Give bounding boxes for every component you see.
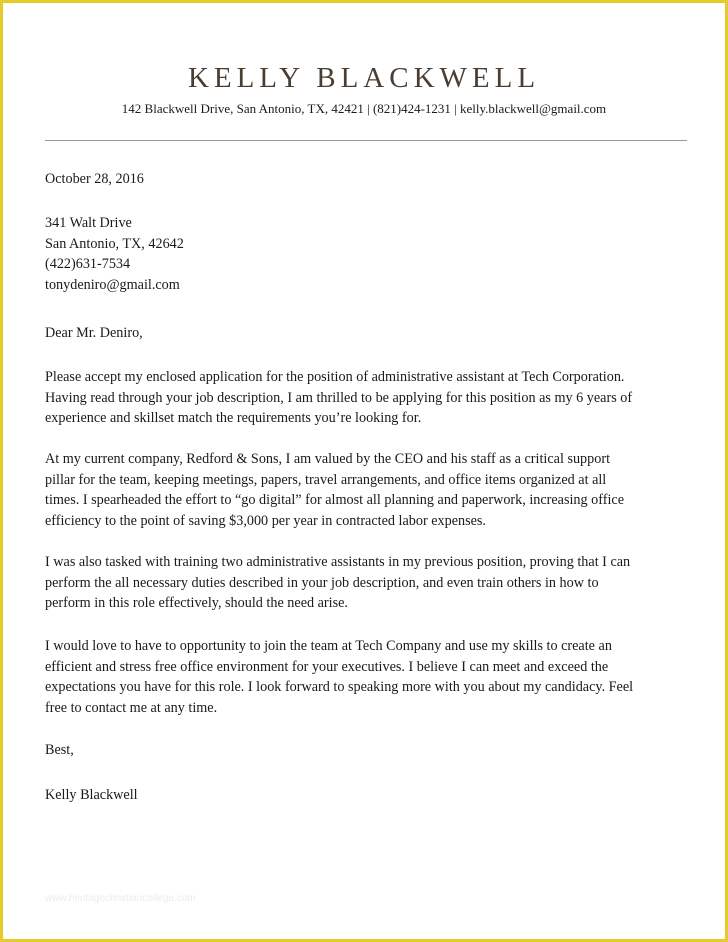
recipient-email: tonydeniro@gmail.com — [45, 276, 180, 293]
paragraph-line: Having read through your job description, I am thrilled to be applying for this position as my 6 years of — [45, 389, 633, 406]
paragraph-2 — [45, 449, 695, 531]
paragraph-line: pillar for the team, keeping meetings, papers, travel arrangements, and office items organized at all — [45, 471, 607, 488]
paragraph-line: efficient and stress free office environment for your executives. I believe I can meet and exceed the — [45, 658, 609, 675]
paragraph-line: I would love to have to opportunity to join the team at Tech Company and use my skills to create an — [45, 638, 612, 654]
sender-name: KELLY BLACKWELL — [187, 62, 541, 94]
paragraph-line: free to contact me at any time. — [45, 699, 218, 716]
recipient-city-state-zip: San Antonio, TX, 42642 — [45, 235, 184, 252]
recipient-phone: (422)631-7534 — [45, 256, 131, 273]
closing: Best, — [45, 742, 74, 758]
paragraph-4 — [45, 636, 695, 718]
paragraph-line: perform in this role effectively, should the need arise. — [45, 595, 348, 612]
paragraph-line: perform the all necessary duties described in your job description, and even train others in how to — [45, 574, 599, 591]
header-divider — [45, 140, 687, 141]
paragraph-line: experience and skillset match the requirements you’re looking for. — [45, 410, 422, 427]
recipient-address — [45, 213, 695, 295]
recipient-street: 341 Walt Drive — [45, 215, 132, 231]
paragraph-line: efficiency to the point of saving $3,000 per year in contracted labor expenses. — [45, 512, 486, 529]
letter-date: October 28, 2016 — [45, 171, 144, 187]
paragraph-line: expectations you have for this role. I look forward to speaking more with you about my candidacy. Feel — [45, 679, 634, 696]
sender-contact-line: 142 Blackwell Drive, San Antonio, TX, 42421 | (821)424-1231 | kelly.blackwell@gmail.com — [121, 101, 607, 116]
paragraph-3 — [45, 552, 695, 614]
paragraph-1 — [45, 367, 695, 429]
paragraph-line: Please accept my enclosed application for the position of administrative assistant at Tech Corporation. — [45, 369, 625, 385]
signature-name: Kelly Blackwell — [45, 787, 138, 803]
watermark: www.heritagechristiancollege.com — [45, 893, 196, 904]
paragraph-line: At my current company, Redford & Sons, I am valued by the CEO and his staff as a critical support — [45, 451, 611, 467]
paragraph-line: times. I spearheaded the effort to “go digital” for almost all planning and paperwork, increasing office — [45, 492, 624, 509]
salutation: Dear Mr. Deniro, — [45, 325, 143, 341]
paragraph-line: I was also tasked with training two administrative assistants in my previous position, proving that I can — [45, 554, 631, 570]
